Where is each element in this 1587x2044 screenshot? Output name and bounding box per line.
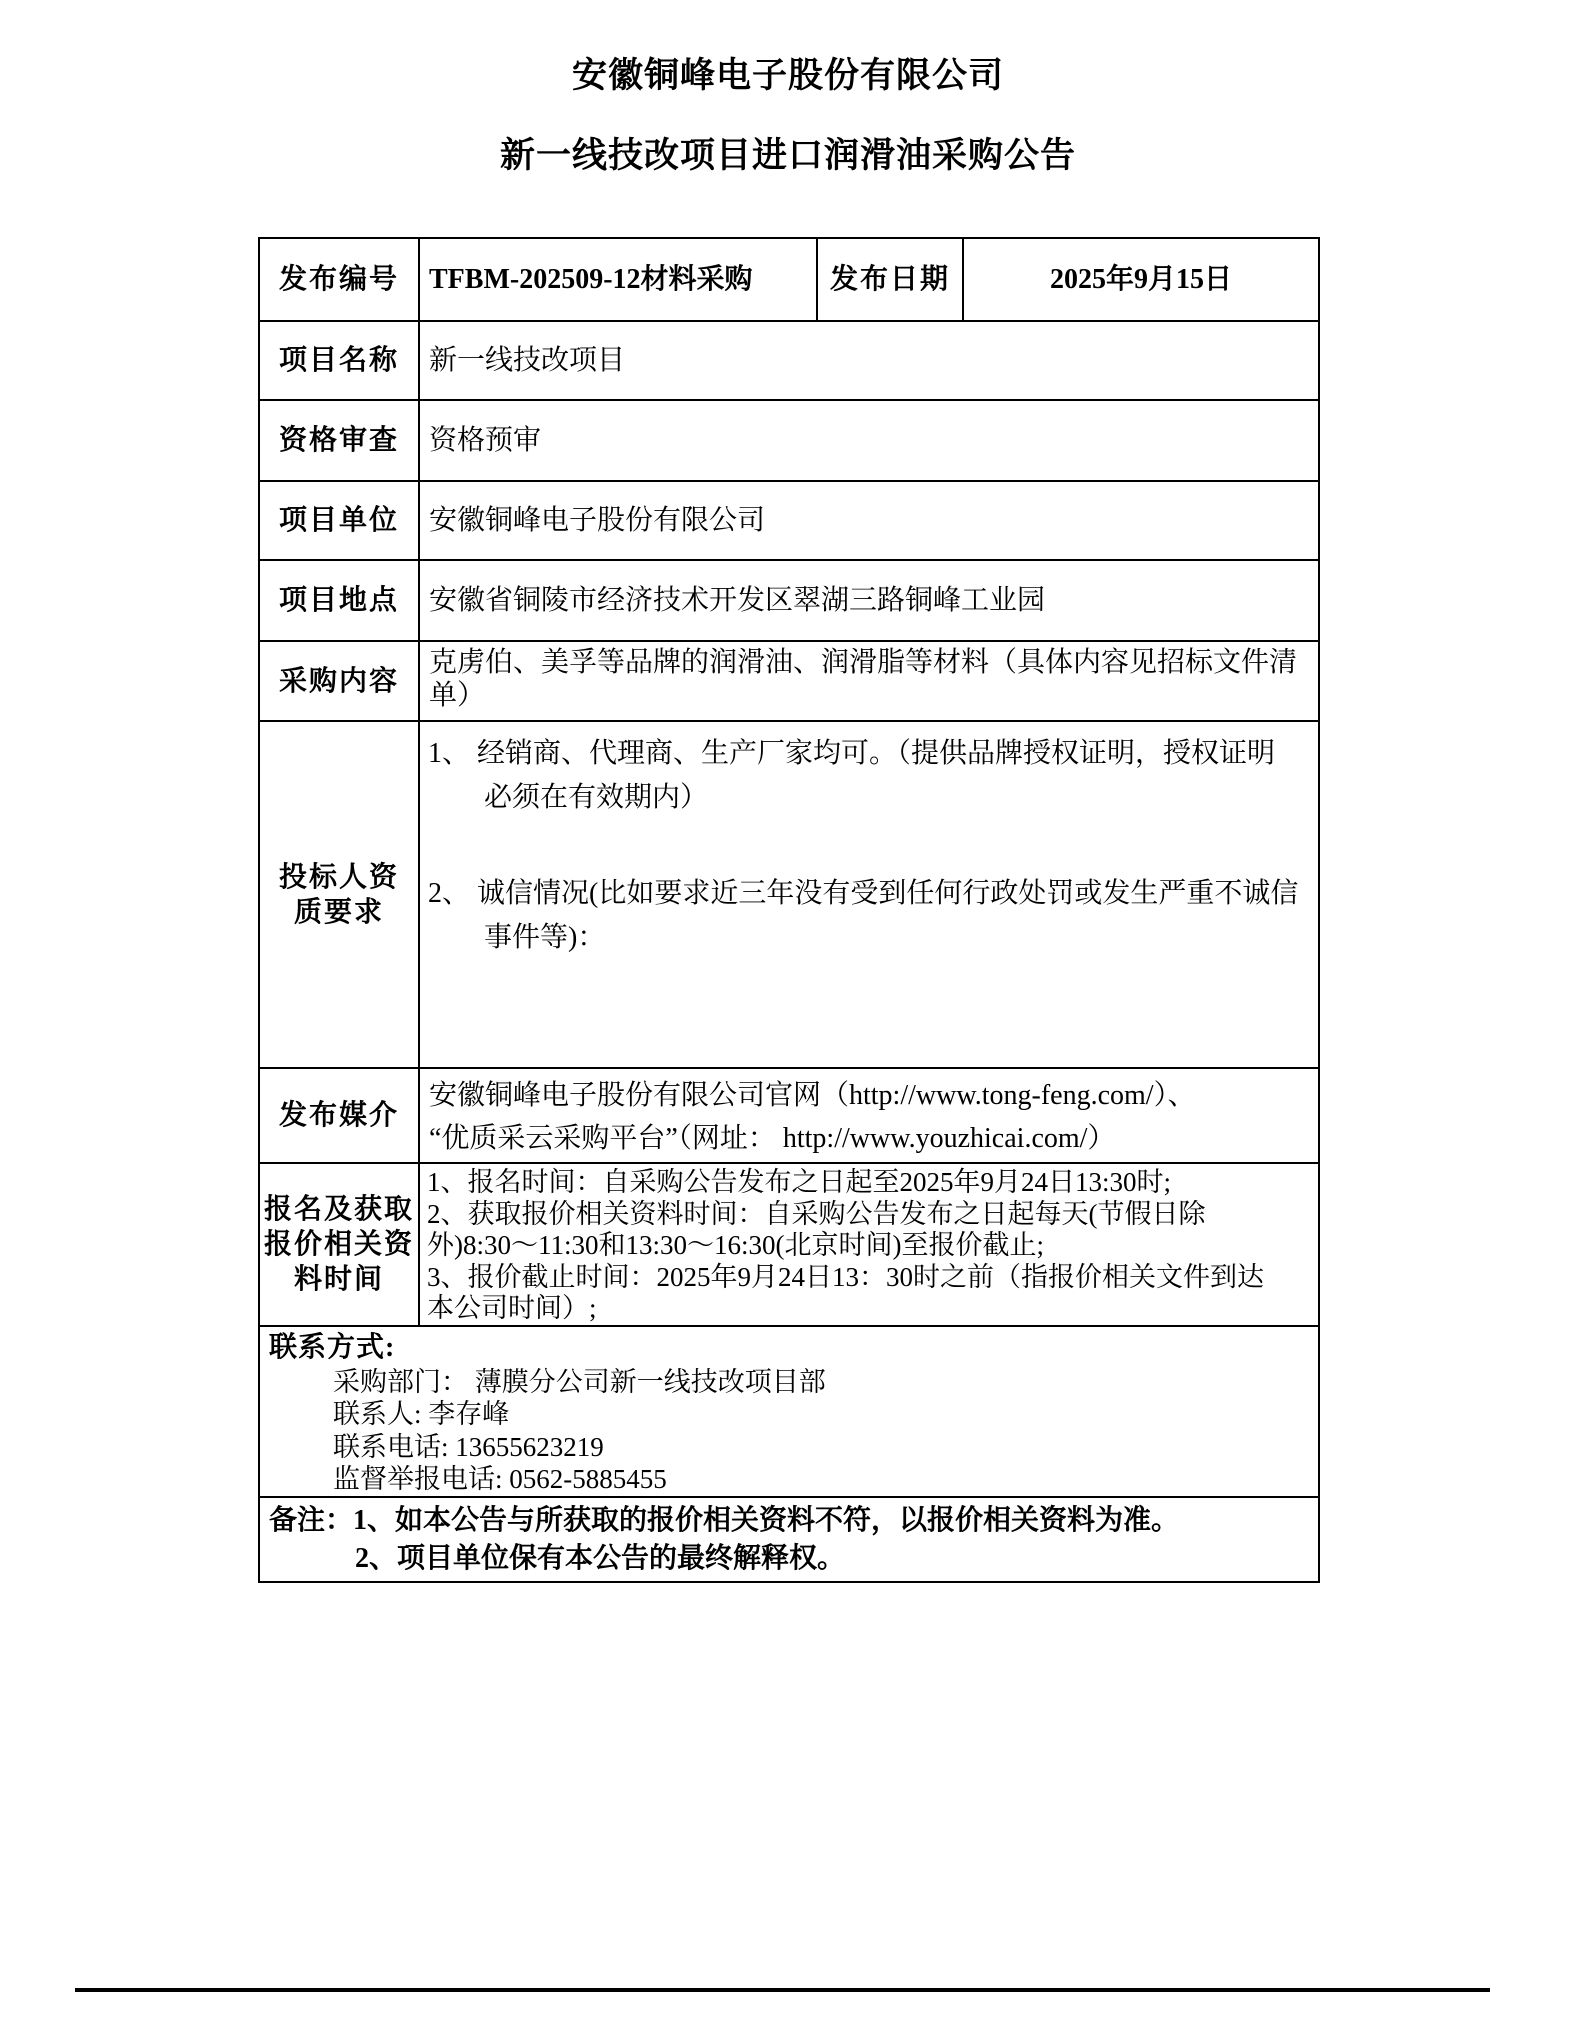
schedule-line-5: 本公司时间）; [427, 1293, 597, 1323]
label-bidder-qualification [259, 721, 419, 1068]
contact-info-cell [259, 1326, 1319, 1497]
label-qualification-review: 资格审查 [259, 400, 419, 481]
value-registration-schedule [419, 1163, 1319, 1326]
schedule-line-1: 1、报名时间：自采购公告发布之日起至2025年9月24日13:30时; [427, 1167, 1172, 1197]
label-publish-media: 发布媒介 [259, 1068, 419, 1163]
row-project-unit [259, 481, 1319, 560]
schedule-line-3: 外)8:30～11:30和13:30～16:30(北京时间)至报价截止; [427, 1230, 1044, 1260]
announcement-table [258, 237, 1320, 1583]
schedule-line-2: 2、获取报价相关资料时间：自采购公告发布之日起每天(节假日除 [427, 1198, 1206, 1229]
contact-person: 联系人: 李存峰 [333, 1399, 510, 1429]
contact-department: 采购部门： 薄膜分公司新一线技改项目部 [333, 1366, 826, 1397]
label-procurement-content: 采购内容 [259, 641, 419, 721]
value-publish-date: 2025年9月15日 [963, 238, 1319, 321]
row-project-location [259, 560, 1319, 641]
supervision-phone: 监督举报电话: 0562-5885455 [333, 1464, 667, 1494]
value-procurement-content [419, 641, 1319, 721]
announcement-title: 新一线技改项目进口润滑油采购公告 [499, 136, 1076, 175]
row-qualification-review [259, 400, 1319, 481]
qualification-item-2-line-1: 2、 诚信情况(比如要求近三年没有受到任何行政处罚或发生严重不诚信 [428, 878, 1299, 909]
qualification-item-1 [428, 732, 1310, 820]
remarks-line-2: 2、项目单位保有本公告的最终解释权。 [355, 1542, 846, 1574]
footer-divider-line [75, 1988, 1490, 1992]
media-line-2: “优质采云采购平台”（网址： http://www.youzhicai.com/） [429, 1123, 1116, 1154]
label-publish-date: 发布日期 [817, 238, 963, 321]
value-bidder-qualification [419, 721, 1319, 1068]
row-publish-number [259, 238, 1319, 321]
procurement-line-2: 单） [429, 680, 486, 711]
remarks-line-1: 备注：1、如本公告与所获取的报价相关资料不符，以报价相关资料为准。 [269, 1504, 1180, 1536]
label-registration-schedule [259, 1163, 419, 1326]
qualification-item-1-line-1: 1、 经销商、代理商、生产厂家均可。（提供品牌授权证明，授权证明 [428, 738, 1276, 769]
row-publish-media [259, 1068, 1319, 1163]
value-publish-number: TFBM-202509-12材料采购 [419, 238, 817, 321]
value-publish-media [419, 1068, 1319, 1163]
procurement-line-1: 克虏伯、美孚等品牌的润滑油、润滑脂等材料（具体内容见招标文件清 [429, 647, 1298, 678]
remarks-cell [259, 1497, 1319, 1582]
bidder-qualification-label-line-2: 质要求 [293, 896, 384, 928]
schedule-line-4: 3、报价截止时间：2025年9月24日13：30时之前（指报价相关文件到达 [427, 1261, 1264, 1292]
qualification-item-1-line-2: 必须在有效期内） [484, 782, 709, 813]
schedule-label-line-3: 料时间 [293, 1263, 384, 1295]
value-project-unit: 安徽铜峰电子股份有限公司 [419, 481, 1319, 560]
label-project-name: 项目名称 [259, 321, 419, 400]
label-publish-number: 发布编号 [259, 238, 419, 321]
contact-heading: 联系方式: [269, 1331, 396, 1363]
row-procurement-content [259, 641, 1319, 721]
row-remarks [259, 1497, 1319, 1582]
row-project-name [259, 321, 1319, 400]
row-contact-info [259, 1326, 1319, 1497]
value-project-name: 新一线技改项目 [419, 321, 1319, 400]
row-registration-schedule [259, 1163, 1319, 1326]
value-project-location: 安徽省铜陵市经济技术开发区翠湖三路铜峰工业园 [419, 560, 1319, 641]
company-title: 安徽铜峰电子股份有限公司 [571, 56, 1004, 95]
label-project-unit: 项目单位 [259, 481, 419, 560]
qualification-item-2-line-2: 事件等)： [484, 922, 606, 953]
schedule-label-line-1: 报名及获取 [263, 1193, 414, 1225]
label-project-location: 项目地点 [259, 560, 419, 641]
schedule-label-line-2: 报价相关资 [263, 1228, 414, 1260]
row-bidder-qualification [259, 721, 1319, 1068]
contact-phone: 联系电话: 13655623219 [333, 1431, 604, 1462]
media-line-1: 安徽铜峰电子股份有限公司官网（http://www.tong-feng.com/）、 [429, 1080, 1196, 1111]
qualification-item-2 [428, 872, 1310, 960]
bidder-qualification-label-line-1: 投标人资 [278, 861, 399, 893]
value-qualification-review: 资格预审 [419, 400, 1319, 481]
